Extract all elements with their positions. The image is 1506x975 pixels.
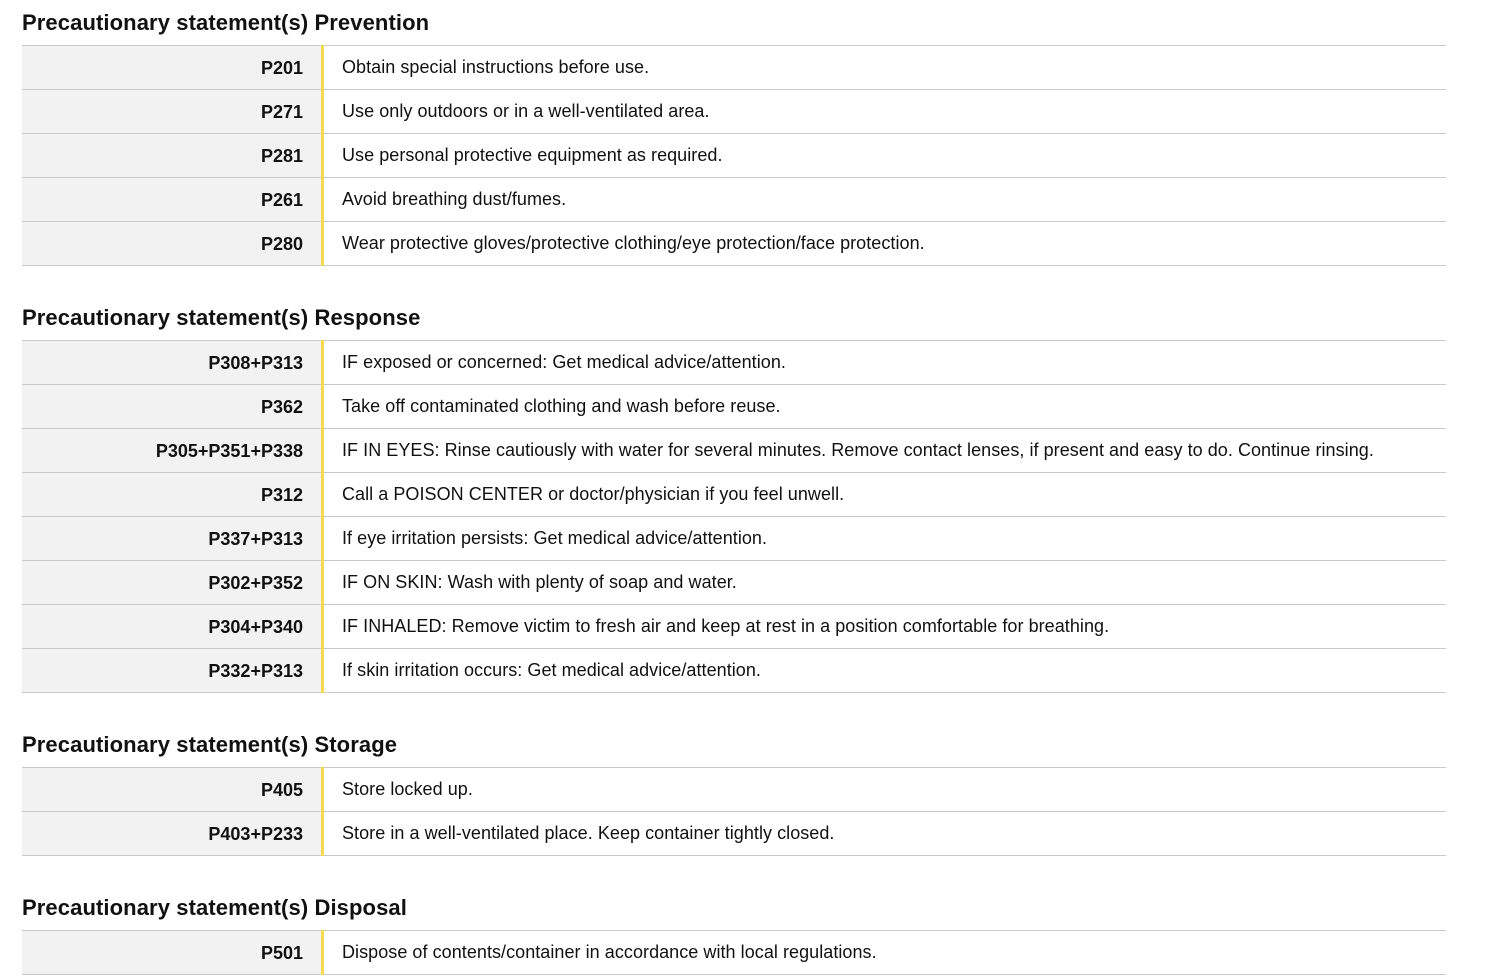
statement-text: Avoid breathing dust/fumes.	[342, 189, 567, 209]
statement-text: If skin irritation occurs: Get medical advice/attention.	[342, 660, 761, 680]
statement-code: P304+P340	[22, 605, 323, 649]
statement-row	[22, 768, 1446, 812]
statement-code: P501	[22, 931, 323, 975]
statement-table-storage	[22, 767, 1446, 856]
statement-table-disposal	[22, 930, 1446, 975]
statement-text: Use personal protective equipment as required.	[342, 145, 723, 165]
statement-row	[22, 473, 1446, 517]
section-storage	[22, 730, 1446, 856]
statement-row	[22, 46, 1446, 90]
statement-row	[22, 341, 1446, 385]
statement-text: Take off contaminated clothing and wash before reuse.	[342, 396, 781, 416]
statement-row	[22, 90, 1446, 134]
statement-code: P312	[22, 473, 323, 517]
section-prevention	[22, 8, 1446, 266]
statement-text: Wear protective gloves/protective clothing/eye protection/face protection.	[342, 233, 925, 253]
statement-code: P305+P351+P338	[22, 429, 323, 473]
statement-code: P271	[22, 90, 323, 134]
section-title-response: Precautionary statement(s) Response	[22, 305, 421, 330]
statement-table-response	[22, 340, 1446, 693]
statement-row	[22, 134, 1446, 178]
statement-code: P302+P352	[22, 561, 323, 605]
statement-text: IF ON SKIN: Wash with plenty of soap and water.	[342, 572, 737, 592]
statement-row	[22, 931, 1446, 975]
statement-code: P337+P313	[22, 517, 323, 561]
statement-text: Call a POISON CENTER or doctor/physician if you feel unwell.	[342, 484, 845, 504]
statement-text: If eye irritation persists: Get medical advice/attention.	[342, 528, 768, 548]
statement-code: P362	[22, 385, 323, 429]
statement-text: Dispose of contents/container in accordance with local regulations.	[342, 942, 877, 962]
statement-text: Store locked up.	[342, 779, 473, 799]
statement-code: P201	[22, 46, 323, 90]
statement-code: P405	[22, 768, 323, 812]
statement-row	[22, 178, 1446, 222]
statement-text: IF exposed or concerned: Get medical advice/attention.	[342, 352, 786, 372]
statement-text: Store in a well-ventilated place. Keep container tightly closed.	[342, 823, 835, 843]
statement-table-prevention	[22, 45, 1446, 266]
statement-row	[22, 429, 1446, 473]
statement-text: Use only outdoors or in a well-ventilated area.	[342, 101, 710, 121]
section-title-disposal: Precautionary statement(s) Disposal	[22, 895, 407, 920]
section-disposal	[22, 893, 1446, 975]
statement-code: P332+P313	[22, 649, 323, 693]
statement-code: P308+P313	[22, 341, 323, 385]
statement-row	[22, 605, 1446, 649]
statement-code: P261	[22, 178, 323, 222]
statement-code: P403+P233	[22, 812, 323, 856]
statement-row	[22, 812, 1446, 856]
section-title-storage: Precautionary statement(s) Storage	[22, 732, 398, 757]
statement-row	[22, 561, 1446, 605]
section-response	[22, 303, 1446, 693]
statement-row	[22, 222, 1446, 266]
statement-row	[22, 649, 1446, 693]
statement-row	[22, 517, 1446, 561]
statement-text: IF INHALED: Remove victim to fresh air and keep at rest in a position comfortable for breathing.	[342, 616, 1110, 636]
statement-code: P281	[22, 134, 323, 178]
statement-text: IF IN EYES: Rinse cautiously with water for several minutes. Remove contact lenses, if present and easy to do. Continue rinsing.	[342, 440, 1374, 460]
statement-row	[22, 385, 1446, 429]
section-title-prevention: Precautionary statement(s) Prevention	[22, 10, 430, 35]
statement-code: P280	[22, 222, 323, 266]
statement-text: Obtain special instructions before use.	[342, 57, 650, 77]
